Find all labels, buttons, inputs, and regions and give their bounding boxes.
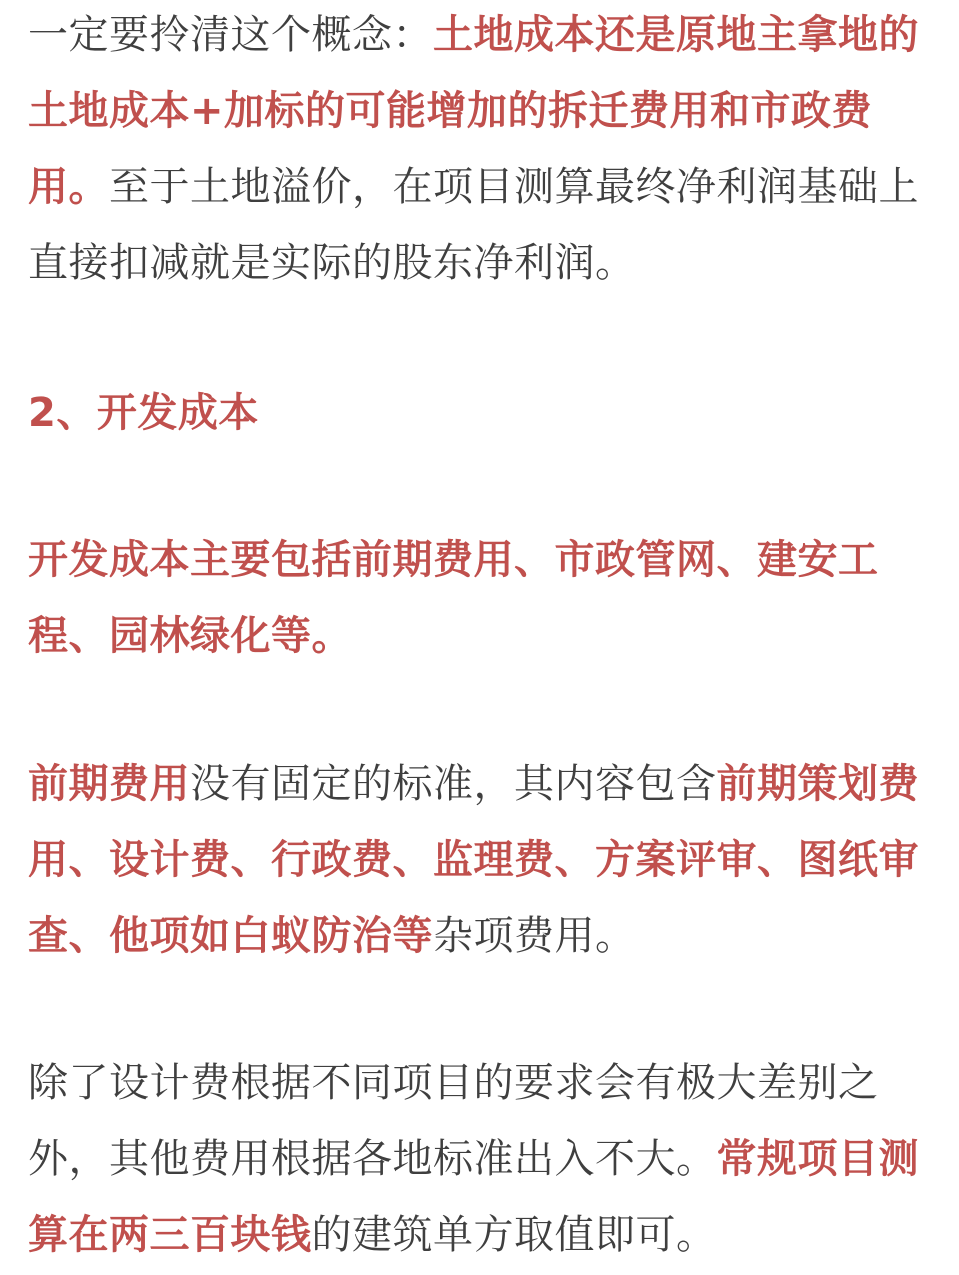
highlight-segment: 前期策划费用、设计费、行政费、监理费、方案评审、图纸审查、他项如白蚁防治等 <box>28 761 919 959</box>
paragraph-design-fees <box>28 1045 933 1273</box>
text-segment: 一定要拎清这个概念： <box>28 12 433 58</box>
highlight-segment: 土地成本还是原地主拿地的土地成本+加标的可能增加的拆迁费用和市政费用。 <box>28 12 919 210</box>
text-segment: 的建筑单方取值即可。 <box>311 1212 717 1258</box>
paragraph-preliminary-fees <box>28 746 933 974</box>
paragraph-dev-cost-summary <box>28 522 933 674</box>
text-segment: 没有固定的标准，其内容包含 <box>190 761 717 807</box>
highlight-segment: 常规项目测算在两三百块钱 <box>28 1136 919 1258</box>
text-segment: 杂项费用。 <box>433 913 636 959</box>
heading-text: 2、开发成本 <box>28 390 259 436</box>
text-segment: 至于土地溢价，在项目测算最终净利润基础上直接扣减就是实际的股东净利润。 <box>28 164 919 286</box>
highlight-segment: 开发成本主要包括前期费用、市政管网、建安工程、园林绿化等。 <box>28 537 879 659</box>
paragraph-land-cost <box>28 0 933 301</box>
section-heading <box>28 375 933 451</box>
highlight-segment: 前期费用 <box>28 761 190 807</box>
text-segment: 除了设计费根据不同项目的要求会有极大差别之外，其他费用根据各地标准出入不大。 <box>28 1060 879 1182</box>
